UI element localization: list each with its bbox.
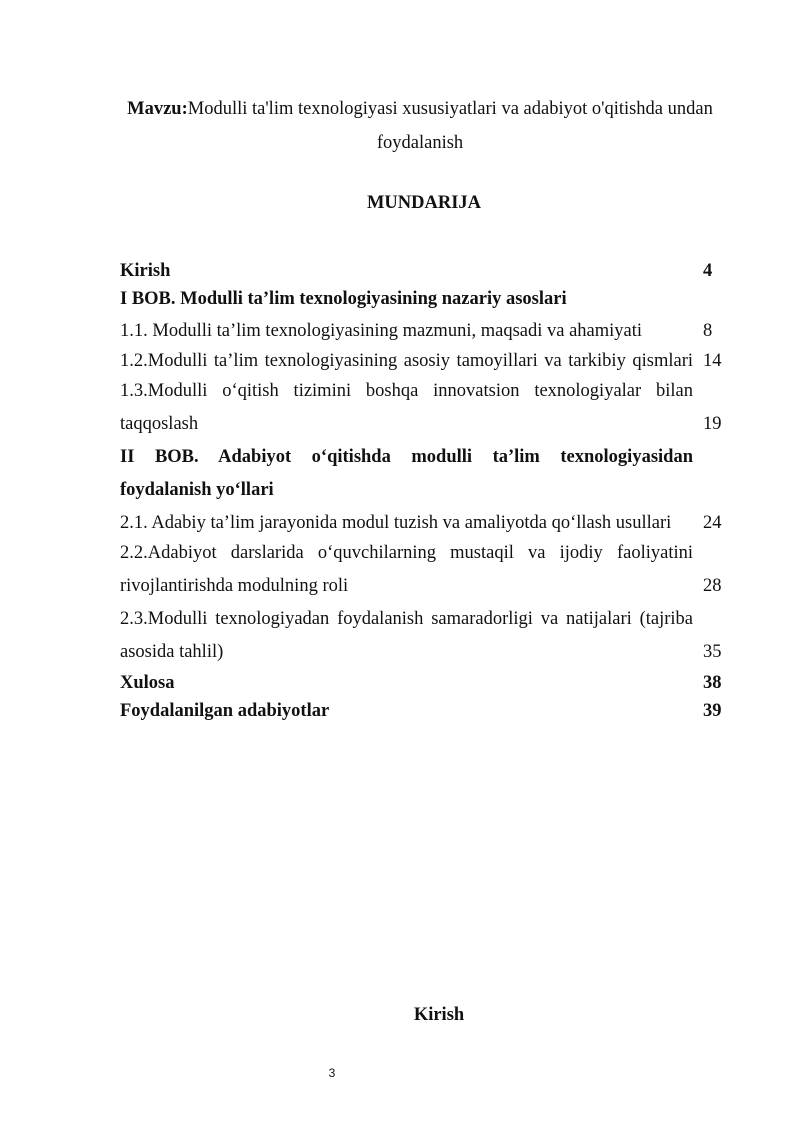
toc-entry-page: 38 <box>703 673 722 693</box>
toc-entry <box>120 375 726 441</box>
toc-entry-page: 19 <box>703 414 722 434</box>
toc-entry-page: 8 <box>703 321 713 341</box>
topic-heading <box>110 92 730 160</box>
toc-entry <box>120 603 726 669</box>
toc-entry-title: II BOB. Adabiyot o‘qitishda modulli ta’lim texnologiyasidan foydalanish yo‘llari <box>120 447 693 500</box>
toc-entry-title: Xulosa <box>120 673 175 693</box>
toc-entry-page: 24 <box>703 513 722 533</box>
toc-entry-title: 2.2.Adabiyot darslarida o‘quvchilarning mustaqil va ijodiy faoliyatini rivojlantirishda modulning roli <box>120 543 693 596</box>
topic-text: Modulli ta'lim texnologiyasi xususiyatlari va adabiyot o'qitishda undan foydalanish <box>187 99 713 153</box>
toc-entry-title: Kirish <box>120 261 171 281</box>
contents-title: MUNDARIJA <box>366 193 482 213</box>
toc-entry-page: 4 <box>703 261 713 281</box>
toc-entry <box>120 317 726 345</box>
toc-entry-page: 39 <box>703 701 722 721</box>
toc-entry-page: 14 <box>703 351 722 371</box>
toc-entry-title: 1.2.Modulli ta’lim texnologiyasining asosiy tamoyillari va tarkibiy qismlari <box>120 351 693 371</box>
toc-entry-title: I BOB. Modulli ta’lim texnologiyasining nazariy asoslari <box>120 289 567 309</box>
toc-entry-title: 2.3.Modulli texnologiyadan foydalanish samaradorligi va natijalari (tajriba asosida tahlil) <box>120 609 693 662</box>
toc-entry <box>120 509 726 537</box>
topic-label: Mavzu: <box>127 99 188 119</box>
toc-entry <box>120 669 726 697</box>
section-heading: Kirish <box>413 1005 465 1025</box>
toc-entry-title: 1.1. Modulli ta’lim texnologiyasining mazmuni, maqsadi va ahamiyati <box>120 321 643 341</box>
toc-entry <box>120 697 726 725</box>
toc-entry-page: 35 <box>703 642 722 662</box>
toc-entry <box>120 347 726 375</box>
toc-entry <box>120 537 726 603</box>
toc-entry-title: 1.3.Modulli o‘qitish tizimini boshqa innovatsion texnologiyalar bilan taqqoslash <box>120 381 693 434</box>
toc-entry-title: 2.1. Adabiy ta’lim jarayonida modul tuzish va amaliyotda qo‘llash usullari <box>120 513 672 533</box>
toc-entry <box>120 257 726 285</box>
toc-entry-title: Foydalanilgan adabiyotlar <box>120 701 330 721</box>
toc-entry <box>120 441 726 507</box>
table-of-contents <box>120 257 726 725</box>
page-number: 3 <box>328 1066 336 1080</box>
toc-entry <box>120 285 726 313</box>
toc-entry-page: 28 <box>703 576 722 596</box>
